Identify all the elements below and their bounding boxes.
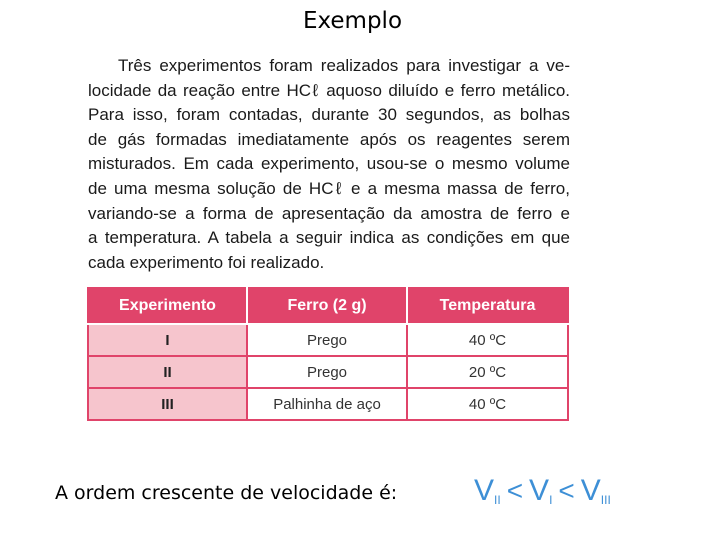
question-text: A ordem crescente de velocidade é: (55, 482, 398, 504)
cell-iron: Prego (247, 324, 407, 356)
paragraph-line: Para isso, foram contadas, durante 30 segundos, as bolhas (88, 105, 570, 125)
paragraph-line: locidade da reação entre HCℓ aquoso diluído e ferro metálico. (88, 80, 570, 100)
table-row (88, 388, 568, 420)
paragraph-line: de uma mesma solução de HCℓ e a mesma massa de ferro, (88, 178, 570, 198)
experiments-table (87, 287, 569, 421)
header-experimento: Experimento (88, 288, 247, 324)
slide-title: Exemplo (302, 8, 403, 34)
velocity-symbol: V (580, 474, 601, 507)
paragraph-line: Três experimentos foram realizados para investigar a ve- (118, 56, 570, 75)
table-row (88, 324, 568, 356)
cell-iron: Palhinha de aço (247, 388, 407, 420)
cell-iron: Prego (247, 356, 407, 388)
cell-temperature: 20 ºC (407, 356, 568, 388)
table-row (88, 356, 568, 388)
cell-experiment: I (88, 324, 247, 356)
table-header-row (88, 288, 568, 324)
answer-expression (474, 474, 611, 508)
velocity-subscript: III (600, 493, 611, 507)
paragraph-line: de gás formadas imediatamente após os reagentes serem (88, 129, 570, 149)
header-temperatura: Temperatura (407, 288, 568, 324)
velocity-symbol: V (529, 474, 550, 507)
paragraph-line: cada experimento foi realizado. (88, 252, 325, 272)
header-ferro: Ferro (2 g) (247, 288, 407, 324)
problem-paragraph (88, 54, 570, 275)
cell-experiment: II (88, 356, 247, 388)
cell-experiment: III (88, 388, 247, 420)
less-than-operator: < (558, 475, 575, 506)
velocity-subscript: I (549, 493, 553, 507)
paragraph-line: variando-se a forma de apresentação da amostra de ferro e (88, 203, 570, 223)
cell-temperature: 40 ºC (407, 324, 568, 356)
less-than-operator: < (506, 475, 524, 506)
paragraph-line: misturados. Em cada experimento, usou-se o mesmo volume (88, 154, 570, 174)
velocity-symbol: V (474, 474, 495, 507)
velocity-subscript: II (494, 493, 501, 507)
paragraph-line: a temperatura. A tabela a seguir indica as condições em que (88, 228, 570, 248)
cell-temperature: 40 ºC (407, 388, 568, 420)
